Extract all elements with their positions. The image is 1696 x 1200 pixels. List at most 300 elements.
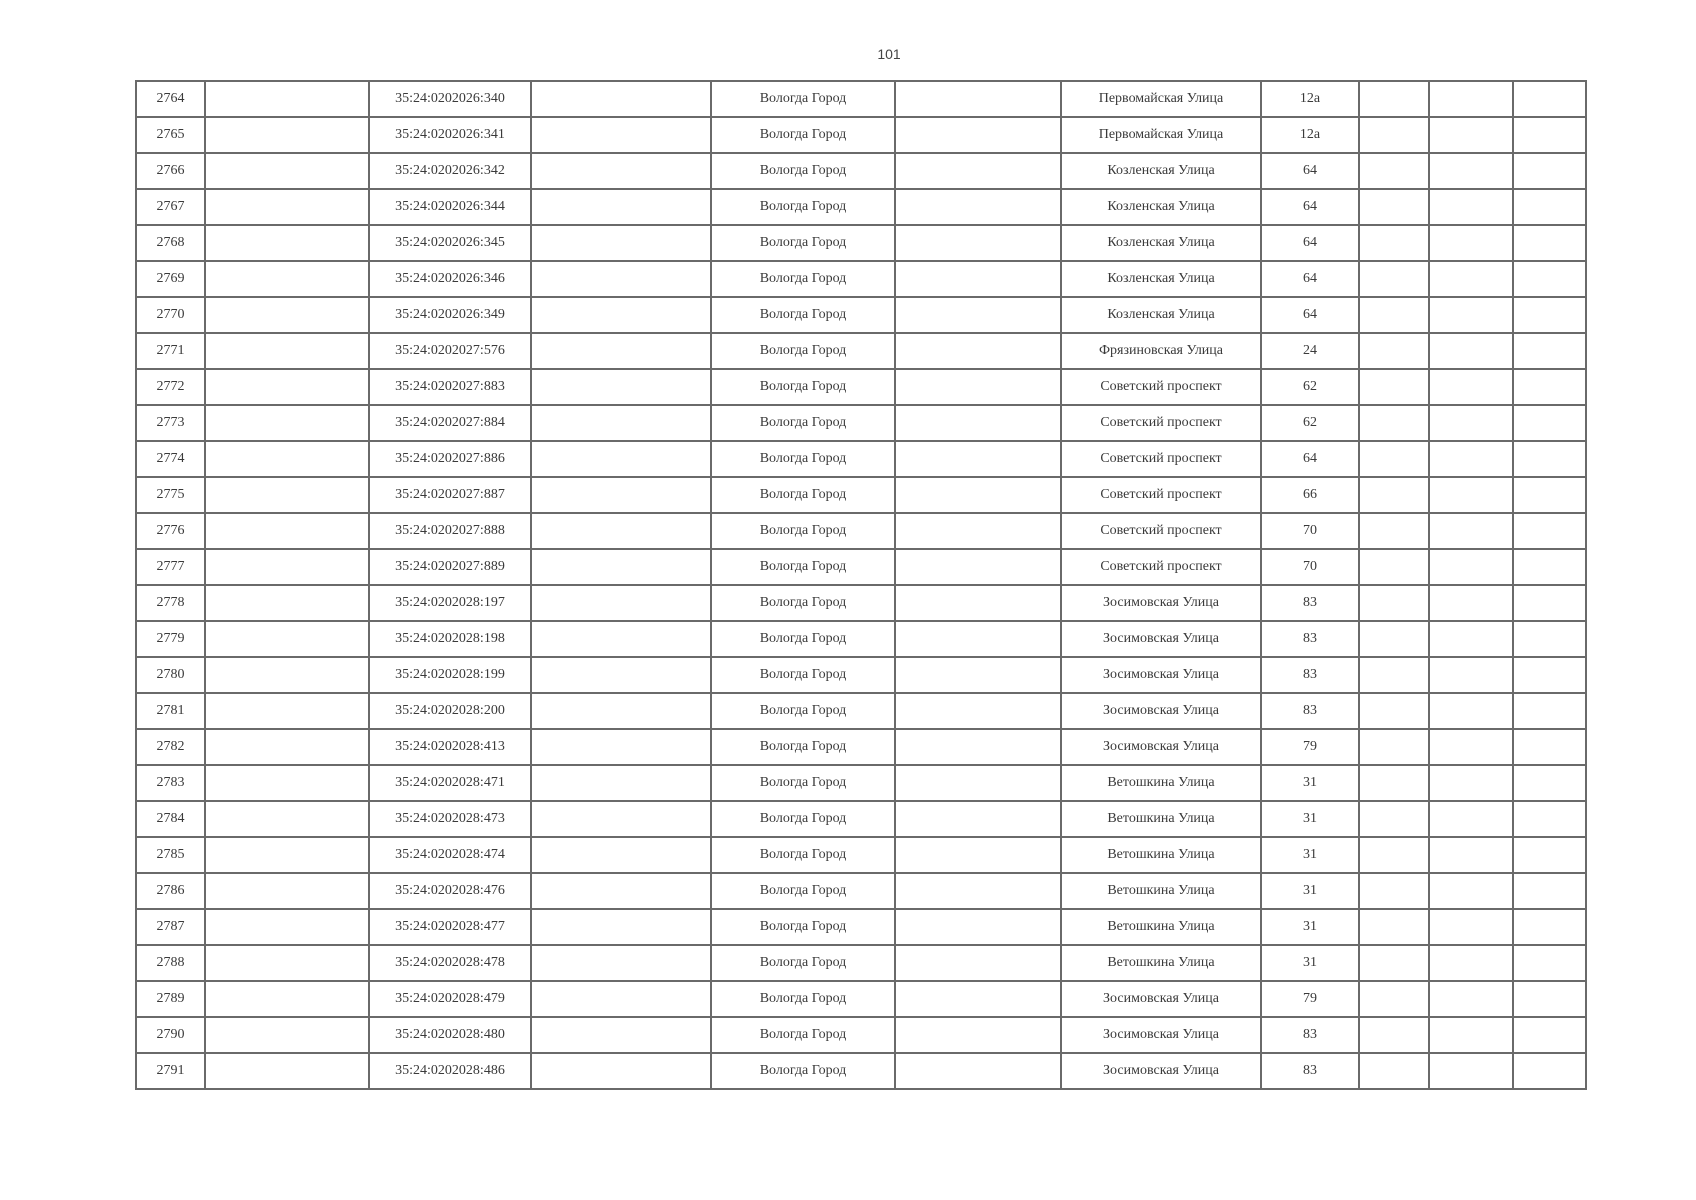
house-number-cell: 64: [1261, 153, 1359, 189]
table-row: [136, 477, 1586, 513]
empty-cell: [205, 837, 369, 873]
empty-cell: [1359, 585, 1429, 621]
empty-cell: [1359, 981, 1429, 1017]
house-number-cell: 31: [1261, 801, 1359, 837]
house-number-cell: 64: [1261, 297, 1359, 333]
empty-cell: [895, 909, 1061, 945]
house-number-cell: 31: [1261, 945, 1359, 981]
empty-cell: [205, 477, 369, 513]
house-number-cell: 64: [1261, 441, 1359, 477]
empty-cell: [531, 81, 711, 117]
house-number-cell: 31: [1261, 909, 1359, 945]
empty-cell: [895, 153, 1061, 189]
empty-cell: [1513, 81, 1586, 117]
cadastral-number-cell: 35:24:0202027:887: [369, 477, 531, 513]
cadastral-number-cell: 35:24:0202026:344: [369, 189, 531, 225]
empty-cell: [895, 657, 1061, 693]
cadastral-number-cell: 35:24:0202028:479: [369, 981, 531, 1017]
empty-cell: [1513, 549, 1586, 585]
table-row: [136, 981, 1586, 1017]
empty-cell: [531, 189, 711, 225]
row-number-cell: 2770: [136, 297, 205, 333]
street-cell: Советский проспект: [1061, 549, 1261, 585]
empty-cell: [1359, 441, 1429, 477]
empty-cell: [531, 585, 711, 621]
city-cell: Вологда Город: [711, 621, 895, 657]
table-row: [136, 297, 1586, 333]
empty-cell: [531, 441, 711, 477]
empty-cell: [1513, 1017, 1586, 1053]
cadastral-number-cell: 35:24:0202028:474: [369, 837, 531, 873]
city-cell: Вологда Город: [711, 297, 895, 333]
empty-cell: [205, 189, 369, 225]
empty-cell: [531, 1053, 711, 1089]
row-number-cell: 2766: [136, 153, 205, 189]
city-cell: Вологда Город: [711, 477, 895, 513]
empty-cell: [205, 801, 369, 837]
empty-cell: [205, 81, 369, 117]
table-row: [136, 405, 1586, 441]
house-number-cell: 79: [1261, 729, 1359, 765]
empty-cell: [205, 441, 369, 477]
house-number-cell: 24: [1261, 333, 1359, 369]
street-cell: Советский проспект: [1061, 477, 1261, 513]
empty-cell: [1359, 369, 1429, 405]
empty-cell: [1429, 477, 1513, 513]
row-number-cell: 2774: [136, 441, 205, 477]
cadastral-number-cell: 35:24:0202028:197: [369, 585, 531, 621]
empty-cell: [1513, 153, 1586, 189]
street-cell: Зосимовская Улица: [1061, 981, 1261, 1017]
empty-cell: [895, 297, 1061, 333]
empty-cell: [895, 585, 1061, 621]
row-number-cell: 2779: [136, 621, 205, 657]
empty-cell: [895, 477, 1061, 513]
table-row: [136, 549, 1586, 585]
street-cell: Ветошкина Улица: [1061, 945, 1261, 981]
street-cell: Советский проспект: [1061, 369, 1261, 405]
row-number-cell: 2771: [136, 333, 205, 369]
row-number-cell: 2764: [136, 81, 205, 117]
empty-cell: [1359, 405, 1429, 441]
empty-cell: [205, 1053, 369, 1089]
empty-cell: [895, 981, 1061, 1017]
cadastral-number-cell: 35:24:0202027:576: [369, 333, 531, 369]
empty-cell: [1359, 549, 1429, 585]
empty-cell: [1429, 909, 1513, 945]
city-cell: Вологда Город: [711, 837, 895, 873]
cadastral-number-cell: 35:24:0202028:473: [369, 801, 531, 837]
empty-cell: [895, 801, 1061, 837]
street-cell: Первомайская Улица: [1061, 81, 1261, 117]
row-number-cell: 2775: [136, 477, 205, 513]
cadastral-number-cell: 35:24:0202027:883: [369, 369, 531, 405]
empty-cell: [531, 909, 711, 945]
empty-cell: [1513, 477, 1586, 513]
empty-cell: [895, 513, 1061, 549]
cadastral-number-cell: 35:24:0202026:346: [369, 261, 531, 297]
empty-cell: [1359, 765, 1429, 801]
row-number-cell: 2783: [136, 765, 205, 801]
empty-cell: [1429, 369, 1513, 405]
house-number-cell: 70: [1261, 513, 1359, 549]
empty-cell: [1513, 873, 1586, 909]
empty-cell: [531, 729, 711, 765]
street-cell: Зосимовская Улица: [1061, 1053, 1261, 1089]
empty-cell: [895, 873, 1061, 909]
city-cell: Вологда Город: [711, 441, 895, 477]
empty-cell: [1429, 1017, 1513, 1053]
city-cell: Вологда Город: [711, 513, 895, 549]
empty-cell: [1513, 189, 1586, 225]
table-row: [136, 729, 1586, 765]
table-row: [136, 909, 1586, 945]
empty-cell: [1429, 729, 1513, 765]
empty-cell: [531, 117, 711, 153]
empty-cell: [531, 801, 711, 837]
city-cell: Вологда Город: [711, 1017, 895, 1053]
house-number-cell: 12а: [1261, 117, 1359, 153]
empty-cell: [895, 261, 1061, 297]
empty-cell: [895, 117, 1061, 153]
street-cell: Козленская Улица: [1061, 189, 1261, 225]
empty-cell: [1359, 225, 1429, 261]
empty-cell: [1513, 657, 1586, 693]
empty-cell: [1513, 729, 1586, 765]
cadastral-number-cell: 35:24:0202028:199: [369, 657, 531, 693]
empty-cell: [1359, 189, 1429, 225]
empty-cell: [531, 657, 711, 693]
empty-cell: [1359, 873, 1429, 909]
house-number-cell: 31: [1261, 837, 1359, 873]
empty-cell: [1359, 909, 1429, 945]
city-cell: Вологда Город: [711, 873, 895, 909]
empty-cell: [1359, 621, 1429, 657]
empty-cell: [1359, 945, 1429, 981]
cadastral-number-cell: 35:24:0202026:349: [369, 297, 531, 333]
empty-cell: [205, 333, 369, 369]
city-cell: Вологда Город: [711, 657, 895, 693]
empty-cell: [205, 585, 369, 621]
empty-cell: [1513, 261, 1586, 297]
empty-cell: [895, 441, 1061, 477]
cadastral-number-cell: 35:24:0202027:889: [369, 549, 531, 585]
city-cell: Вологда Город: [711, 81, 895, 117]
empty-cell: [1429, 513, 1513, 549]
empty-cell: [895, 225, 1061, 261]
street-cell: Зосимовская Улица: [1061, 585, 1261, 621]
cadastral-number-cell: 35:24:0202028:200: [369, 693, 531, 729]
empty-cell: [1429, 81, 1513, 117]
empty-cell: [531, 765, 711, 801]
house-number-cell: 12а: [1261, 81, 1359, 117]
empty-cell: [531, 333, 711, 369]
house-number-cell: 83: [1261, 621, 1359, 657]
empty-cell: [531, 621, 711, 657]
empty-cell: [1429, 333, 1513, 369]
page-number: 101: [877, 46, 901, 62]
empty-cell: [1429, 765, 1513, 801]
empty-cell: [531, 153, 711, 189]
empty-cell: [1513, 765, 1586, 801]
street-cell: Ветошкина Улица: [1061, 873, 1261, 909]
cadastral-number-cell: 35:24:0202026:345: [369, 225, 531, 261]
empty-cell: [895, 693, 1061, 729]
house-number-cell: 83: [1261, 1017, 1359, 1053]
empty-cell: [1429, 585, 1513, 621]
house-number-cell: 83: [1261, 585, 1359, 621]
table-row: [136, 117, 1586, 153]
empty-cell: [1513, 981, 1586, 1017]
row-number-cell: 2772: [136, 369, 205, 405]
street-cell: Зосимовская Улица: [1061, 693, 1261, 729]
cadastral-number-cell: 35:24:0202028:480: [369, 1017, 531, 1053]
table-row: [136, 945, 1586, 981]
row-number-cell: 2773: [136, 405, 205, 441]
empty-cell: [531, 225, 711, 261]
empty-cell: [531, 369, 711, 405]
empty-cell: [205, 225, 369, 261]
city-cell: Вологда Город: [711, 585, 895, 621]
empty-cell: [895, 549, 1061, 585]
city-cell: Вологда Город: [711, 801, 895, 837]
empty-cell: [1359, 333, 1429, 369]
empty-cell: [531, 477, 711, 513]
table-row: [136, 657, 1586, 693]
empty-cell: [1359, 1053, 1429, 1089]
empty-cell: [205, 657, 369, 693]
street-cell: Козленская Улица: [1061, 225, 1261, 261]
row-number-cell: 2789: [136, 981, 205, 1017]
street-cell: Зосимовская Улица: [1061, 621, 1261, 657]
empty-cell: [1359, 261, 1429, 297]
empty-cell: [205, 369, 369, 405]
empty-cell: [205, 981, 369, 1017]
house-number-cell: 64: [1261, 261, 1359, 297]
house-number-cell: 64: [1261, 225, 1359, 261]
table-row: [136, 1053, 1586, 1089]
empty-cell: [1359, 837, 1429, 873]
empty-cell: [205, 297, 369, 333]
street-cell: Советский проспект: [1061, 441, 1261, 477]
empty-cell: [1429, 837, 1513, 873]
empty-cell: [895, 333, 1061, 369]
empty-cell: [205, 513, 369, 549]
street-cell: Фрязиновская Улица: [1061, 333, 1261, 369]
empty-cell: [1359, 693, 1429, 729]
city-cell: Вологда Город: [711, 261, 895, 297]
empty-cell: [1359, 801, 1429, 837]
empty-cell: [205, 765, 369, 801]
row-number-cell: 2784: [136, 801, 205, 837]
row-number-cell: 2765: [136, 117, 205, 153]
empty-cell: [1359, 81, 1429, 117]
empty-cell: [1513, 297, 1586, 333]
house-number-cell: 66: [1261, 477, 1359, 513]
table-row: [136, 837, 1586, 873]
row-number-cell: 2767: [136, 189, 205, 225]
empty-cell: [531, 945, 711, 981]
empty-cell: [1429, 225, 1513, 261]
empty-cell: [205, 549, 369, 585]
empty-cell: [1429, 693, 1513, 729]
street-cell: Зосимовская Улица: [1061, 657, 1261, 693]
house-number-cell: 64: [1261, 189, 1359, 225]
empty-cell: [895, 945, 1061, 981]
city-cell: Вологда Город: [711, 333, 895, 369]
row-number-cell: 2787: [136, 909, 205, 945]
empty-cell: [205, 729, 369, 765]
empty-cell: [531, 297, 711, 333]
street-cell: Ветошкина Улица: [1061, 909, 1261, 945]
table-row: [136, 225, 1586, 261]
empty-cell: [895, 729, 1061, 765]
row-number-cell: 2782: [136, 729, 205, 765]
empty-cell: [1429, 981, 1513, 1017]
empty-cell: [1513, 837, 1586, 873]
empty-cell: [205, 909, 369, 945]
empty-cell: [1513, 693, 1586, 729]
cadastral-number-cell: 35:24:0202027:884: [369, 405, 531, 441]
table-row: [136, 261, 1586, 297]
empty-cell: [531, 693, 711, 729]
house-number-cell: 62: [1261, 405, 1359, 441]
empty-cell: [1513, 225, 1586, 261]
empty-cell: [205, 945, 369, 981]
empty-cell: [205, 153, 369, 189]
house-number-cell: 83: [1261, 657, 1359, 693]
empty-cell: [1359, 657, 1429, 693]
city-cell: Вологда Город: [711, 945, 895, 981]
empty-cell: [531, 513, 711, 549]
city-cell: Вологда Город: [711, 405, 895, 441]
empty-cell: [895, 405, 1061, 441]
cadastral-number-cell: 35:24:0202026:342: [369, 153, 531, 189]
cadastral-number-cell: 35:24:0202028:477: [369, 909, 531, 945]
empty-cell: [1429, 261, 1513, 297]
empty-cell: [1359, 153, 1429, 189]
street-cell: Ветошкина Улица: [1061, 765, 1261, 801]
house-number-cell: 62: [1261, 369, 1359, 405]
row-number-cell: 2786: [136, 873, 205, 909]
empty-cell: [531, 405, 711, 441]
empty-cell: [205, 621, 369, 657]
city-cell: Вологда Город: [711, 117, 895, 153]
table-row: [136, 333, 1586, 369]
cadastral-number-cell: 35:24:0202028:198: [369, 621, 531, 657]
empty-cell: [1429, 189, 1513, 225]
row-number-cell: 2791: [136, 1053, 205, 1089]
empty-cell: [531, 837, 711, 873]
empty-cell: [1359, 297, 1429, 333]
table-row: [136, 441, 1586, 477]
row-number-cell: 2790: [136, 1017, 205, 1053]
empty-cell: [895, 1017, 1061, 1053]
house-number-cell: 83: [1261, 1053, 1359, 1089]
empty-cell: [1429, 153, 1513, 189]
table-row: [136, 801, 1586, 837]
empty-cell: [205, 261, 369, 297]
empty-cell: [895, 621, 1061, 657]
row-number-cell: 2780: [136, 657, 205, 693]
empty-cell: [1513, 117, 1586, 153]
cadastral-number-cell: 35:24:0202027:886: [369, 441, 531, 477]
city-cell: Вологда Город: [711, 693, 895, 729]
row-number-cell: 2788: [136, 945, 205, 981]
empty-cell: [1513, 369, 1586, 405]
city-cell: Вологда Город: [711, 225, 895, 261]
empty-cell: [1513, 621, 1586, 657]
table-row: [136, 621, 1586, 657]
cadastral-number-cell: 35:24:0202028:486: [369, 1053, 531, 1089]
empty-cell: [1429, 1053, 1513, 1089]
house-number-cell: 70: [1261, 549, 1359, 585]
cadastral-number-cell: 35:24:0202026:340: [369, 81, 531, 117]
empty-cell: [1359, 117, 1429, 153]
cadastral-number-cell: 35:24:0202026:341: [369, 117, 531, 153]
empty-cell: [205, 117, 369, 153]
empty-cell: [205, 405, 369, 441]
empty-cell: [531, 1017, 711, 1053]
empty-cell: [1429, 117, 1513, 153]
table-row: [136, 369, 1586, 405]
empty-cell: [1513, 333, 1586, 369]
empty-cell: [895, 369, 1061, 405]
empty-cell: [1513, 441, 1586, 477]
table-row: [136, 189, 1586, 225]
table-row: [136, 1017, 1586, 1053]
table-row: [136, 585, 1586, 621]
empty-cell: [531, 981, 711, 1017]
street-cell: Зосимовская Улица: [1061, 1017, 1261, 1053]
city-cell: Вологда Город: [711, 549, 895, 585]
house-number-cell: 79: [1261, 981, 1359, 1017]
empty-cell: [205, 693, 369, 729]
cadastral-number-cell: 35:24:0202028:476: [369, 873, 531, 909]
street-cell: Ветошкина Улица: [1061, 837, 1261, 873]
street-cell: Козленская Улица: [1061, 153, 1261, 189]
city-cell: Вологда Город: [711, 369, 895, 405]
empty-cell: [1359, 729, 1429, 765]
city-cell: Вологда Город: [711, 729, 895, 765]
table-row: [136, 693, 1586, 729]
street-cell: Первомайская Улица: [1061, 117, 1261, 153]
house-number-cell: 31: [1261, 873, 1359, 909]
row-number-cell: 2769: [136, 261, 205, 297]
city-cell: Вологда Город: [711, 765, 895, 801]
empty-cell: [1513, 1053, 1586, 1089]
street-cell: Зосимовская Улица: [1061, 729, 1261, 765]
empty-cell: [1513, 909, 1586, 945]
empty-cell: [1513, 513, 1586, 549]
table-row: [136, 873, 1586, 909]
street-cell: Советский проспект: [1061, 405, 1261, 441]
registry-table-body: [136, 81, 1586, 1089]
city-cell: Вологда Город: [711, 153, 895, 189]
empty-cell: [1513, 405, 1586, 441]
street-cell: Козленская Улица: [1061, 297, 1261, 333]
row-number-cell: 2768: [136, 225, 205, 261]
table-row: [136, 81, 1586, 117]
empty-cell: [1513, 945, 1586, 981]
empty-cell: [1429, 873, 1513, 909]
street-cell: Советский проспект: [1061, 513, 1261, 549]
city-cell: Вологда Город: [711, 1053, 895, 1089]
row-number-cell: 2777: [136, 549, 205, 585]
empty-cell: [1359, 513, 1429, 549]
table-row: [136, 513, 1586, 549]
empty-cell: [1429, 441, 1513, 477]
